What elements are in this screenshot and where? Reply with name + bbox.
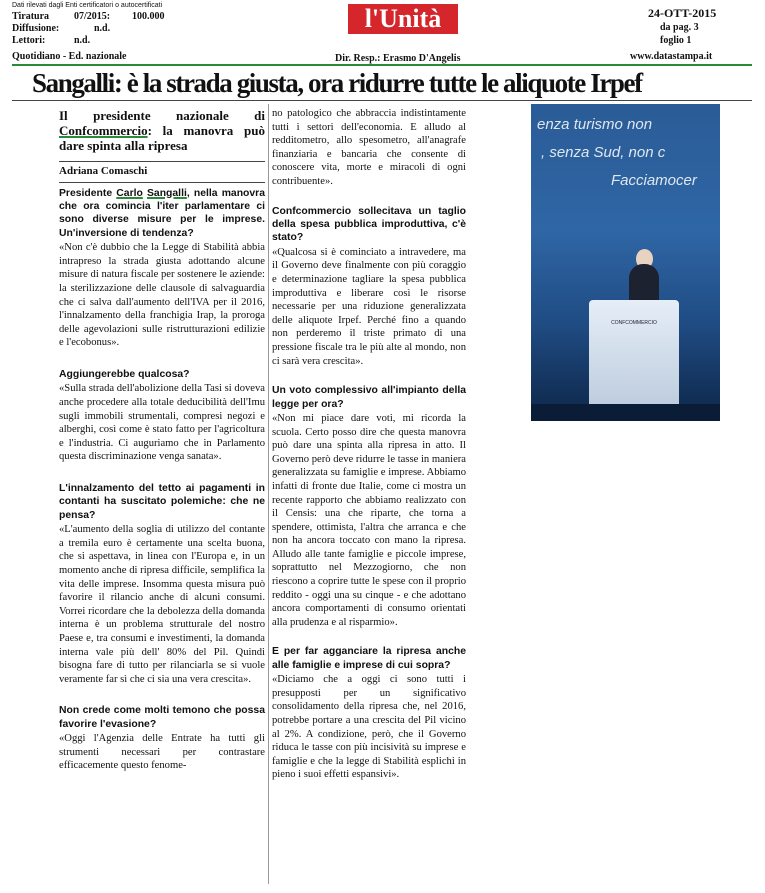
answer-6: «Non mi piace dare voti, mi ricorda la scuola. Certo posso dire che questa manovra può dare una spinta alla ripresa in atto. Il Governo però deve ridurre le tasse in maniera generalizzata su famiglie e imprese. Abbiamo infatti di fronte due Italie, come ci mostra un recente rapporto che abbiamo realizzato con il Censis: una che riparte, che torna a spendere, ottimista, l'altra che arranca e che non ha ancora toccato con mano la ripresa. Alludo alle tante famiglie e piccole imprese, soprattutto nel Mezzogiorno, che non riescono a coprire tutte le spese con il proprio reddito - oggi una su cinque - e che adottano ancora comportamenti di consumo orientati alla prudenza e al risparmio».: [272, 412, 466, 628]
answer-2: «Sulla strada dell'abolizione della Tasi si doveva anche procedere alla totale deducibilità dell'Imu sugli immobili strumentali, compresi negozi e alberghi, così come è stato fatto per l'agricoltura e l'industria. Ci auguriamo che in Parlamento questa discriminazione venga sanata».: [59, 383, 265, 463]
stage: [531, 404, 720, 421]
page-ref: da pag. 3: [660, 22, 699, 33]
certification-notice: Dati rilevati dagli Enti certificatori o autocertificati: [12, 2, 163, 9]
article-column-2: [272, 106, 466, 782]
header-rule: [12, 64, 752, 66]
tiratura-line: Tiratura 07/2015: 100.000: [12, 11, 165, 22]
answer-1: «Non c'è dubbio che la Legge di Stabilità abbia intrapreso la strada giusta adottando alcune misure di natura fiscale per sostenere le aziende: la sterilizzazione delle clausole di salvaguardia che ci salva dall'aumento dell'IVA per il 2016, l'innalzamento della franchigia Irap, la proroga delle agevolazioni sulle ristrutturazioni edilizie e l'ecobonus».: [59, 242, 265, 349]
issue-date: 24-OTT-2015: [648, 6, 717, 20]
highlight-carlo: Carlo: [116, 187, 143, 199]
question-3: L'innalzamento del tetto ai pagamenti in contanti ha suscitato polemiche: che ne pensa?: [59, 482, 265, 521]
masthead-header: [0, 0, 765, 66]
column-divider: [268, 104, 269, 884]
question-6: Un voto complessivo all'impianto della legge per ora?: [272, 385, 466, 410]
answer-7: «Diciamo che a oggi ci sono tutti i presupposti per un significativo consolidamento della ripresa che, nel 2016, potrebbe portare a una crescita del Pil vicino al 2%. A condizione, però, che il Governo riduca le tasse con più incisività su imprese e famiglie e che la legge di Stabilità esplichi in pieno i suoi effetti espansivi».: [272, 674, 466, 781]
answer-5: «Qualcosa si è cominciato a intravedere, ma il Governo deve finalmente con più coraggio e determinazione tagliare la spesa pubblica improduttiva e liberare così le risorse necessarie per una riduzione generalizzata delle aliquote Irpef. Perché fino a quando non perderemo il triste primato di una pressione fiscale tra le più alte al mondo, non ci sarà vera crescita».: [272, 246, 466, 367]
headline-rule: [12, 100, 752, 101]
question-2: Aggiungerebbe qualcosa?: [59, 368, 190, 380]
director-line: Dir. Resp.: Erasmo D'Angelis: [335, 53, 461, 64]
newspaper-logo: l'Unità: [348, 4, 458, 34]
podium: [589, 300, 679, 421]
highlight-sangalli: Sangalli: [147, 187, 187, 199]
question-1: Presidente Carlo Sangalli, nella manovra che ora comincia l'iter parlamentare ci sono diverse misure per le imprese. Un'inversione di tendenza?: [59, 187, 266, 239]
diffusione-line: Diffusione: n.d.: [12, 23, 111, 34]
podium-label: CONFCOMMERCIO: [611, 320, 657, 326]
article-subhead: Il presidente nazionale di Confcommercio: la manovra può dare spinta alla ripresa: [59, 108, 265, 153]
author-byline: Adriana Comaschi: [59, 161, 265, 183]
answer-3: «L'aumento della soglia di utilizzo del contante a tremila euro è certamente una scelta buona, che si aspettava, in linea con l'Europa e, in un momento anche di ripresa difficile, semplifica la vita delle imprese. Insomma questa misura può favorire il rilancio anche di alcuni consumi. Vorrei ricordare che la debolezza della domanda interna è un problema strutturale del nostro Paese e, tra consumi e investimenti, la domanda interna vale più dell' 80% del Pil. Quindi bisogna fare di tutto per rilanciarla se si vuole veramente far sì che ci sia una vera crescita».: [59, 524, 265, 685]
question-5: Confcommercio sollecitava un taglio della spesa pubblica improduttiva, c'è stato?: [272, 205, 466, 244]
article-photo: [531, 104, 720, 421]
photo-backdrop-text-3: Facciamocer: [611, 172, 697, 189]
lettori-line: Lettori: n.d.: [12, 35, 91, 46]
answer-4: «Oggi l'Agenzia delle Entrate ha tutti gli strumenti necessari per contrastare efficacemente questo fenome-: [59, 733, 265, 772]
photo-backdrop-text-2: , senza Sud, non c: [541, 144, 666, 161]
highlight-confcommercio: Confcommercio: [59, 123, 148, 138]
question-4: Non crede come molti temono che possa favorire l'evasione?: [59, 705, 265, 730]
answer-4-continued: no patologico che abbraccia indistintamente tutti i settori dell'economia. E alludo al redditometro, allo spesometro, all'anagrafe finanziaria e bancaria che consente di conoscere vita, morte e miracoli di ogni contribuente».: [272, 108, 466, 187]
source-site: www.datastampa.it: [630, 51, 713, 62]
edition-line: Quotidiano - Ed. nazionale: [12, 51, 127, 62]
question-7: E per far agganciare la ripresa anche alle famiglie e imprese di cui sopra?: [272, 646, 466, 671]
photo-backdrop-text-1: enza turismo non: [537, 116, 653, 133]
article-column-1: [59, 108, 265, 773]
sheet-ref: foglio 1: [660, 35, 692, 46]
headline: Sangalli: è la strada giusta, ora ridurre tutte le aliquote Irpef: [32, 68, 642, 98]
